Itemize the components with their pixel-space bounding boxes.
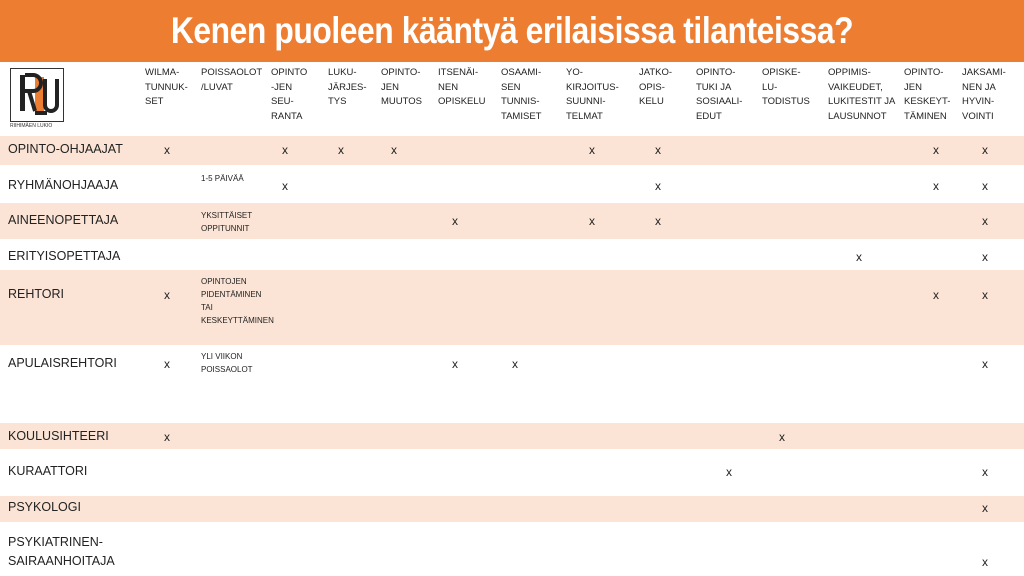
column-header: OSAAMI- SEN TUNNIS- TAMISET (501, 67, 542, 122)
column-header: OPINTO- TUKI JA SOSIAALI- EDUT (696, 67, 743, 122)
cell-mark: x (982, 288, 988, 302)
row-label: PSYKIATRINEN- SAIRAANHOITAJA (8, 535, 115, 568)
cell-mark: x (655, 143, 661, 157)
cell-mark: x (164, 288, 170, 302)
column-header: ITSENÄI- NEN OPISKELU (438, 67, 486, 107)
column-header: JAKSAMI- NEN JA HYVIN- VOINTI (962, 67, 1006, 122)
school-logo (10, 68, 66, 130)
cell-mark: x (655, 179, 661, 193)
row-label: RYHMÄNOHJAAJA (8, 178, 119, 192)
cell-mark: x (982, 179, 988, 193)
row-label: AINEENOPETTAJA (8, 213, 119, 227)
row-label: APULAISREHTORI (8, 356, 117, 370)
row-label: ERITYISOPETTAJA (8, 249, 121, 263)
logo-box (10, 68, 64, 122)
column-header: YO- KIRJOITUS- SUUNNI- TELMAT (566, 67, 619, 122)
table-row (0, 496, 1024, 522)
cell-mark: x (512, 357, 518, 371)
row-label: REHTORI (8, 287, 65, 301)
cell-mark: x (933, 143, 939, 157)
cell-mark: x (282, 143, 288, 157)
table-row (0, 203, 1024, 239)
table-row (0, 270, 1024, 345)
cell-mark: x (726, 465, 732, 479)
column-header: OPPIMIS- VAIKEUDET, LUKITESTIT JA LAUSUNNOT (828, 67, 896, 122)
cell-mark: x (982, 250, 988, 264)
column-header: LUKU- JÄRJES- TYS (328, 67, 367, 107)
cell-mark: x (589, 143, 595, 157)
cell-mark: x (164, 430, 170, 444)
logo-caption: RIIHIMÄEN LUKIO (10, 123, 53, 129)
cell-mark: x (164, 357, 170, 371)
table-row (0, 522, 1024, 576)
column-header: JATKO- OPIS- KELU (639, 67, 673, 107)
column-header: POISSAOLOT /LUVAT (201, 67, 263, 93)
column-header: OPISKE- LU- TODISTUS (762, 67, 810, 107)
cell-mark: x (589, 214, 595, 228)
logo-mark-icon (11, 69, 62, 120)
cell-mark: x (933, 288, 939, 302)
cell-note: 1-5 PÄIVÄÄ (201, 174, 244, 183)
cell-mark: x (338, 143, 344, 157)
table-row (0, 239, 1024, 270)
column-header: OPINTO -JEN SEU- RANTA (271, 67, 308, 122)
table-row (0, 165, 1024, 203)
cell-mark: x (933, 179, 939, 193)
cell-mark: x (856, 250, 862, 264)
cell-note: YKSITTÄISET OPPITUNNIT (201, 211, 253, 233)
column-header: OPINTO- JEN KESKEYT- TÄMINEN (904, 67, 951, 122)
cell-mark: x (982, 501, 988, 515)
column-header: WILMA- TUNNUK- SET (145, 67, 188, 107)
cell-note: YLI VIIKON POISSAOLOT (201, 352, 253, 374)
row-label: KOULUSIHTEERI (8, 429, 109, 443)
table-row (0, 423, 1024, 449)
cell-mark: x (655, 214, 661, 228)
row-label: OPINTO-OHJAAJAT (8, 142, 123, 156)
row-label: KURAATTORI (8, 464, 88, 478)
cell-mark: x (282, 179, 288, 193)
table-row (0, 449, 1024, 496)
column-header: OPINTO- JEN MUUTOS (381, 67, 422, 107)
cell-mark: x (982, 214, 988, 228)
cell-mark: x (982, 143, 988, 157)
page-title: Kenen puoleen kääntyä erilaisissa tilanteissa? (170, 10, 854, 51)
table-row (0, 136, 1024, 165)
cell-mark: x (982, 555, 988, 569)
cell-note: OPINTOJEN PIDENTÄMINEN TAI KESKEYTTÄMINEN (201, 277, 274, 325)
cell-mark: x (452, 357, 458, 371)
cell-mark: x (982, 357, 988, 371)
title-bar (0, 0, 1024, 62)
cell-mark: x (779, 430, 785, 444)
cell-mark: x (164, 143, 170, 157)
row-label: PSYKOLOGI (8, 500, 81, 514)
cell-mark: x (982, 465, 988, 479)
cell-mark: x (391, 143, 397, 157)
cell-mark: x (452, 214, 458, 228)
